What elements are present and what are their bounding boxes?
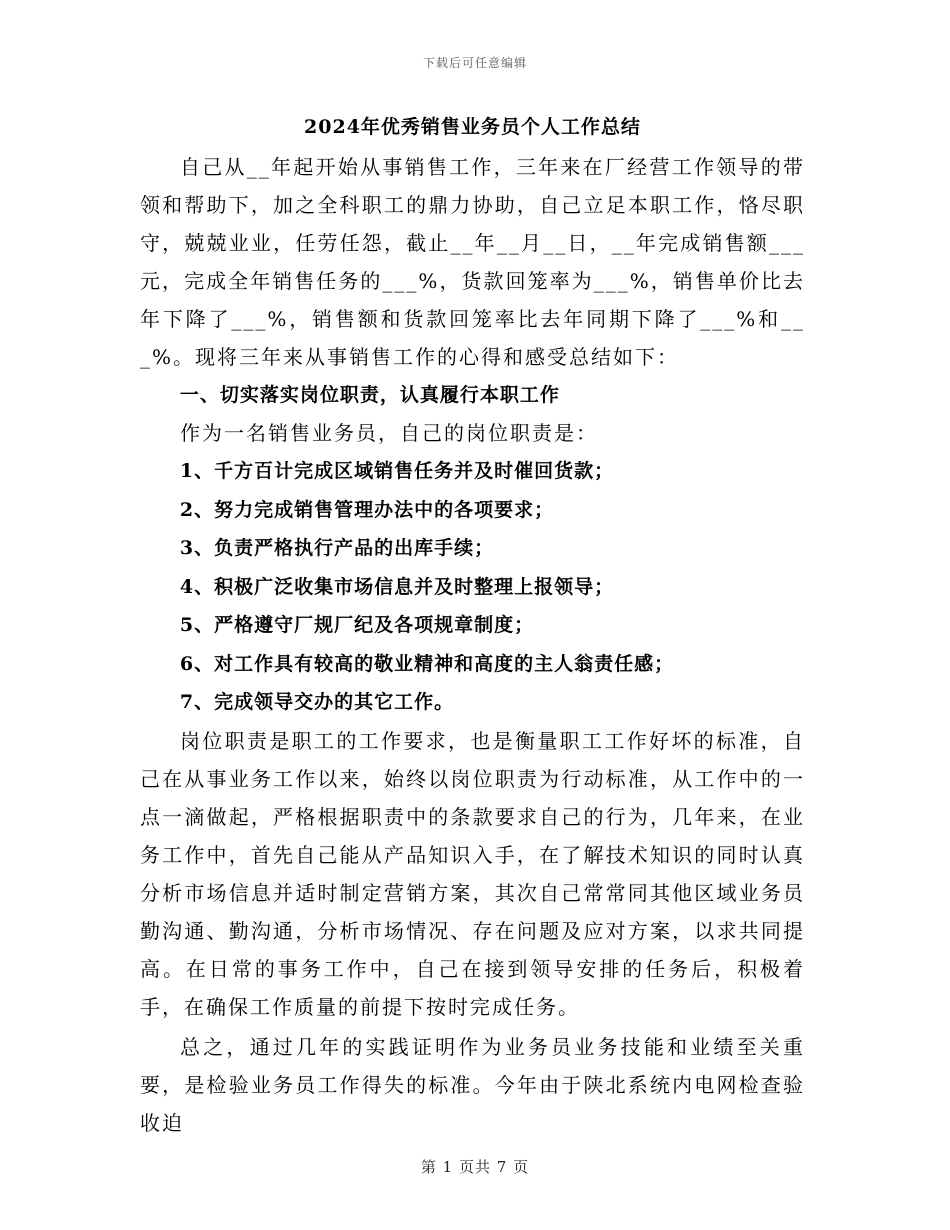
duties-intro: 作为一名销售业务员，自己的岗位职责是： xyxy=(180,421,598,445)
duty-item-3: 3、负责严格执行产品的出库手续； xyxy=(179,537,495,559)
duty-item-1: 1、千方百计完成区域销售任务并及时催回货款； xyxy=(179,460,615,482)
duty-item-2: 2、努力完成销售管理办法中的各项要求； xyxy=(179,498,555,521)
duty-item-6: 6、对工作具有较高的敬业精神和高度的主人翁责任感； xyxy=(179,652,675,675)
intro-paragraph: 自己从__年起开始从事销售工作，三年来在厂经营工作领导的带领和帮助下，加之全科职工的鼎力协助，自己立足本职工作，恪尽职守，兢兢业业，任劳任怨，截止__年__月__日，__年完成销售额___元，完成全年销售任务的___%，货款回笼率为___%，销售单价比去年下降了___%，销售额和货款回笼率比去年同期下降了___%和___%。现将三年来从事销售工作的心得和感受总结如下： xyxy=(140,155,805,369)
document-body xyxy=(140,112,805,1142)
duties-list xyxy=(140,452,805,722)
duty-item-4: 4、积极广泛收集市场信息并及时整理上报领导； xyxy=(179,575,615,598)
section-heading: 一、切实落实岗位职责，认真履行本职工作 xyxy=(179,384,560,406)
duty-item-5: 5、严格遵守厂规厂纪及各项规章制度； xyxy=(179,614,535,636)
page-footer: 第 1 页共 7 页 xyxy=(420,1158,530,1176)
document-title: 2024年优秀销售业务员个人工作总结 xyxy=(304,116,641,138)
body-paragraph-2: 岗位职责是职工的工作要求，也是衡量职工工作好坏的标准，自己在从事业务工作以来，始终以岗位职责为行动标准，从工作中的一点一滴做起，严格根据职责中的条款要求自己的行为，几年来，在业务工作中，首先自己能从产品知识入手，在了解技术知识的同时认真分析市场信息并适时制定营销方案，其次自己常常同其他区域业务员勤沟通、勤沟通，分析市场情况、存在问题及应对方案，以求共同提高。在日常的事务工作中，自己在接到领导安排的任务后，积极着手，在确保工作质量的前提下按时完成任务。 xyxy=(140,728,805,1019)
body-paragraph-3: 总之，通过几年的实践证明作为业务员业务技能和业绩至关重要，是检验业务员工作得失的标准。今年由于陕北系统内电网检查验收迫 xyxy=(140,1034,805,1135)
page-header: 下载后可任意编辑 xyxy=(422,56,527,70)
duty-item-7: 7、完成领导交办的其它工作。 xyxy=(179,691,455,713)
